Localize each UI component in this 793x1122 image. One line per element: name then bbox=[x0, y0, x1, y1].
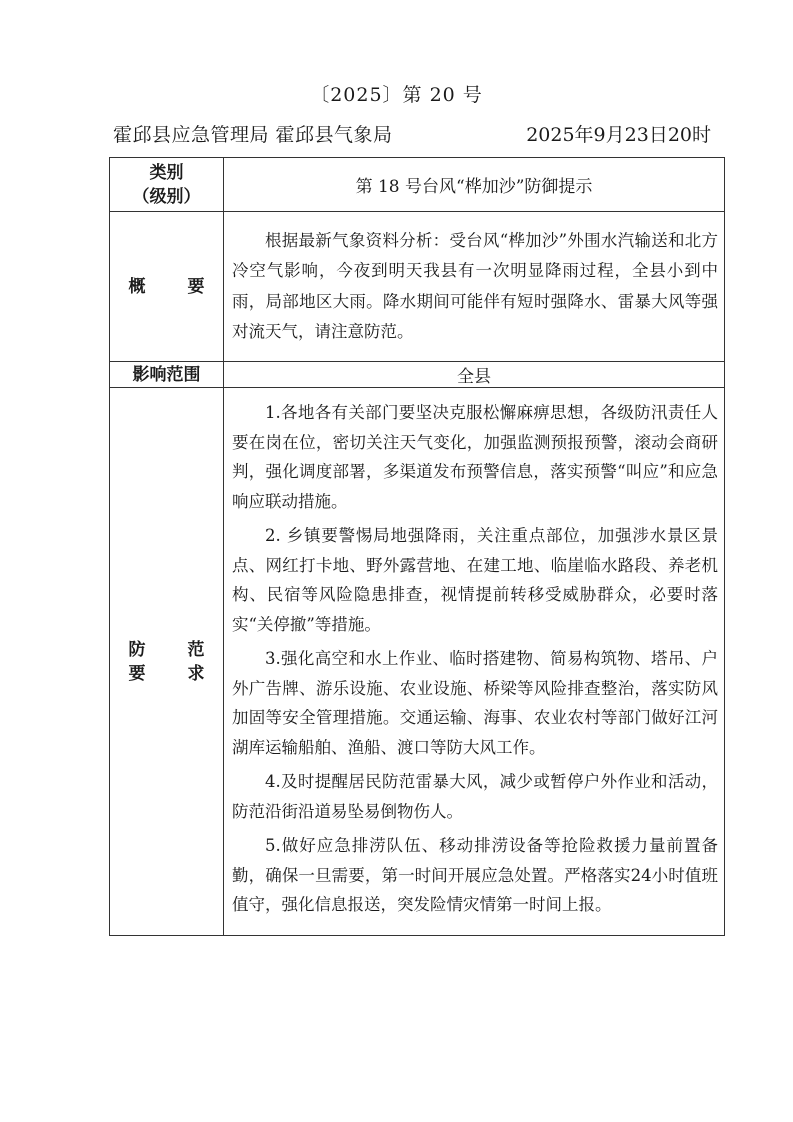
requirement-item: 5.做好应急排涝队伍、移动排涝设备等抢险救援力量前置备勤，确保一旦需要，第一时间开展应急处置。严格落实24小时值班值守，强化信息报送，突发险情灾情第一时间上报。 bbox=[232, 836, 718, 915]
issue-date: 2025年9月23日20时 bbox=[526, 124, 711, 146]
category-label-line1: 类别 bbox=[149, 162, 184, 183]
summary-label-text: 概 要 bbox=[128, 276, 223, 297]
category-value: 第 18 号台风“桦加沙”防御提示 bbox=[224, 158, 725, 212]
scope-row bbox=[110, 362, 725, 388]
requirements-cell bbox=[224, 388, 725, 936]
summary-text: 根据最新气象资料分析：受台风“桦加沙”外围水汽输送和北方冷空气影响，今夜到明天我县有一次明显降雨过程，全县小到中雨，局部地区大雨。降水期间可能伴有短时强降水、雷暴大风等强对流天气，请注意防范。 bbox=[232, 230, 718, 341]
requirements-label-line2: 要 求 bbox=[128, 663, 223, 684]
requirement-item: 3.强化高空和水上作业、临时搭建物、简易构筑物、塔吊、户外广告牌、游乐设施、农业设施、桥梁等风险排查整治，落实防风加固等安全管理措施。交通运输、海事、农业农村等部门做好江河湖库运输船舶、渔船、渡口等防大风工作。 bbox=[232, 649, 718, 757]
category-label-line2: （级别） bbox=[132, 186, 201, 207]
scope-label: 影响范围 bbox=[110, 362, 224, 388]
scope-value: 全县 bbox=[224, 362, 725, 388]
issuing-agencies: 霍邱县应急管理局 霍邱县气象局 bbox=[113, 124, 393, 146]
requirements-row bbox=[110, 388, 725, 936]
notice-table bbox=[109, 157, 725, 936]
requirement-item: 2. 乡镇要警惕局地强降雨，关注重点部位，加强涉水景区景点、网红打卡地、野外露营地、在建工地、临崖临水路段、养老机构、民宿等风险隐患排查，视情提前转移受威胁群众，必要时落实“关停撤”等措施。 bbox=[232, 526, 718, 634]
category-row bbox=[110, 158, 725, 212]
requirement-item: 4.及时提醒居民防范雷暴大风，减少或暂停户外作业和活动，防范沿街沿道易坠易倒物伤人。 bbox=[232, 772, 718, 821]
summary-cell bbox=[224, 212, 725, 362]
document-number: 〔2025〕第 20 号 bbox=[310, 84, 483, 106]
requirements-label bbox=[110, 388, 224, 936]
summary-row bbox=[110, 212, 725, 362]
requirement-item: 1.各地各有关部门要坚决克服松懈麻痹思想，各级防汛责任人要在岗在位，密切关注天气变化，加强监测预报预警，滚动会商研判，强化调度部署，多渠道发布预警信息，落实预警“叫应”和应急响应联动措施。 bbox=[232, 403, 718, 511]
category-label bbox=[110, 158, 224, 212]
requirements-label-line1: 防 范 bbox=[128, 639, 223, 660]
summary-label bbox=[110, 212, 224, 362]
